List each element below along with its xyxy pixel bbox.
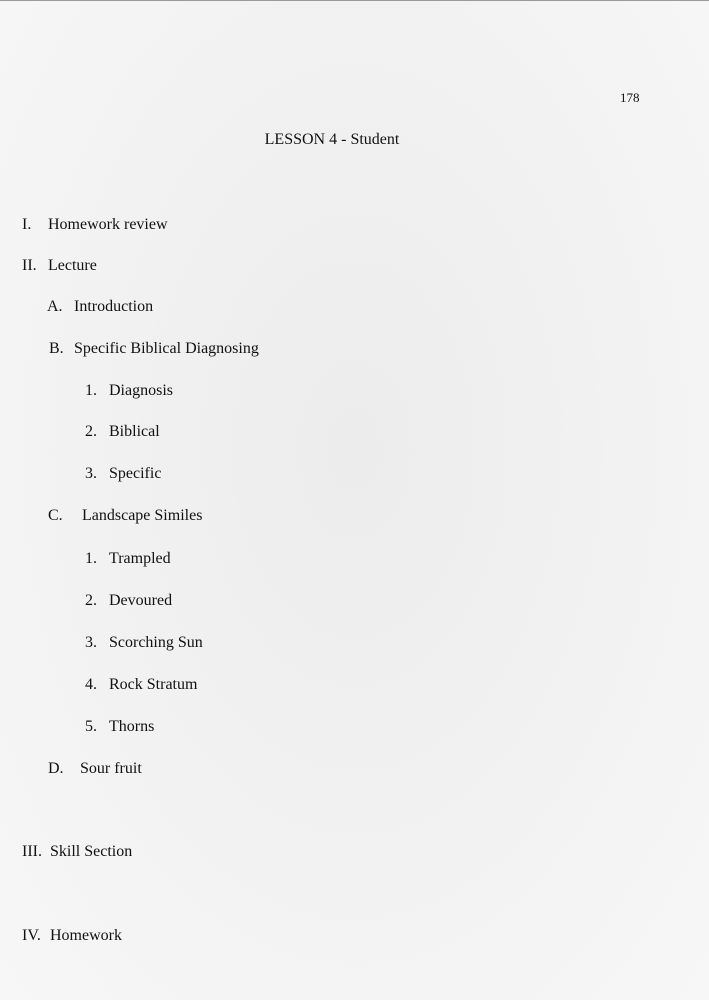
outline-label: Trampled — [109, 550, 171, 567]
outline-item-scorching-sun — [85, 633, 203, 653]
outline-marker: 1. — [85, 550, 97, 567]
outline-label: Landscape Similes — [82, 507, 203, 524]
outline-marker: 3. — [85, 465, 97, 482]
outline-label: Biblical — [109, 423, 160, 440]
outline-item-diagnosis — [85, 381, 173, 401]
outline-marker: A. — [47, 298, 63, 315]
outline-label: Homework review — [48, 216, 168, 233]
outline-marker: II. — [22, 257, 37, 274]
page-top-border — [0, 0, 709, 1]
outline-label: Lecture — [48, 257, 97, 274]
outline-item-thorns — [85, 717, 154, 737]
outline-label: Diagnosis — [109, 382, 173, 399]
page-title: LESSON 4 - Student — [264, 131, 400, 148]
outline-label: Scorching Sun — [109, 634, 203, 651]
outline-marker: 1. — [85, 382, 97, 399]
outline-marker: D. — [48, 760, 64, 777]
outline-label: Specific — [109, 465, 162, 482]
outline-label: Devoured — [109, 592, 173, 609]
outline-marker: I. — [22, 216, 32, 233]
outline-item-introduction — [47, 297, 153, 317]
outline-marker: C. — [48, 507, 63, 524]
outline-marker: B. — [49, 340, 64, 357]
outline-item-specific-biblical-diagnosing — [49, 339, 259, 359]
outline-label: Rock Stratum — [109, 676, 198, 693]
outline-item-homework-review — [22, 215, 168, 235]
outline-marker: 3. — [85, 634, 97, 651]
outline-item-sour-fruit — [48, 759, 142, 779]
outline-marker: III. — [22, 843, 42, 860]
outline-item-specific — [85, 464, 161, 484]
outline-item-skill-section — [22, 842, 132, 862]
outline-marker: 2. — [85, 423, 97, 440]
outline-item-landscape-similes — [48, 506, 202, 526]
outline-label: Skill Section — [50, 843, 133, 860]
outline-item-rock-stratum — [85, 675, 197, 695]
outline-label: Specific Biblical Diagnosing — [74, 340, 259, 357]
outline-marker: 2. — [85, 592, 97, 609]
outline-item-biblical — [85, 422, 160, 442]
outline-label: Introduction — [74, 298, 154, 315]
outline-item-lecture — [22, 256, 97, 276]
outline-label: Sour fruit — [80, 760, 142, 777]
outline-label: Thorns — [109, 718, 155, 735]
outline-marker: 5. — [85, 718, 97, 735]
outline-marker: 4. — [85, 676, 97, 693]
outline-item-devoured — [85, 591, 172, 611]
outline-label: Homework — [50, 927, 122, 944]
outline-item-trampled — [85, 549, 171, 569]
outline-marker: IV. — [22, 927, 41, 944]
outline-item-homework — [22, 926, 122, 946]
page-number: 178 — [620, 90, 640, 105]
